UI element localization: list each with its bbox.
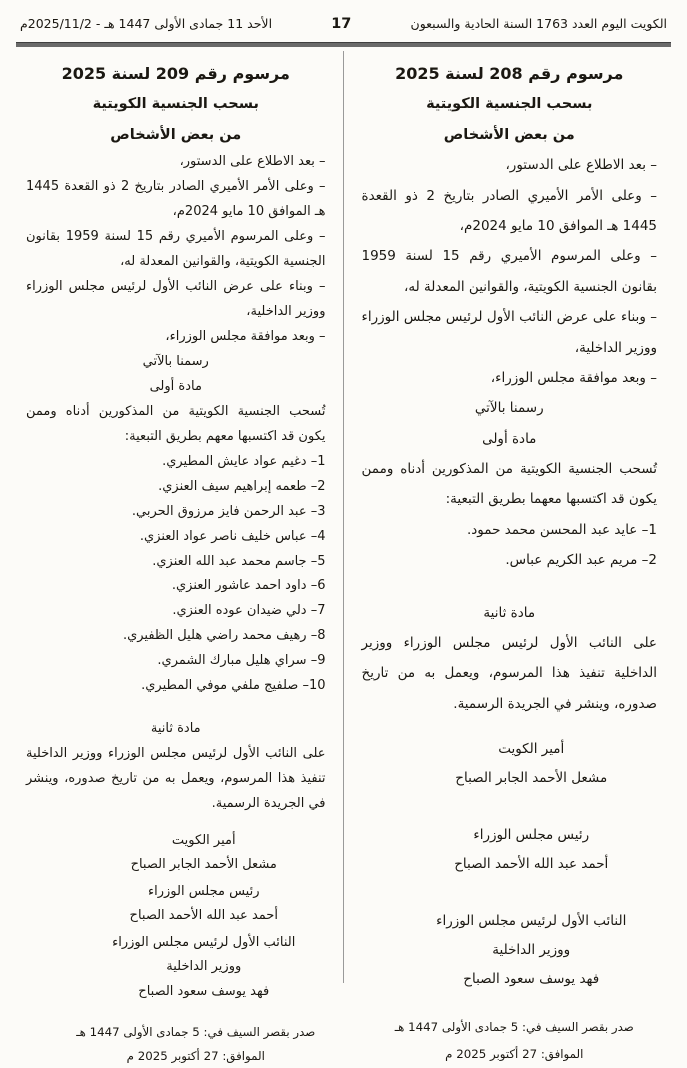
decree-208-signatures: [362, 735, 658, 994]
person-name: 3– عبد الرحمن فايز مرزوق الحربي.: [131, 503, 326, 519]
signature-name-deputy: فهد يوسف سعود الصباح: [138, 983, 270, 999]
decree-209-names-list: [26, 450, 326, 700]
preamble-clause: – وبعد موافقة مجلس الوزراء،: [490, 369, 657, 386]
issued-gregorian-line: الموافق: 27 أكتوبر 2025 م: [126, 1049, 265, 1064]
signature-spacer: [406, 793, 658, 821]
gazette-title: الكويت اليوم العدد 1763 السنة الحادية والسبعون: [410, 16, 667, 31]
decree-209-signatures: [26, 829, 326, 1004]
decree-209-enacting-clause: رسمنا بالآتي: [142, 353, 209, 369]
signature-title-amir: أمير الكويت: [171, 833, 236, 849]
person-name: 6– داود احمد عاشور العنزي.: [171, 578, 326, 594]
person-name: 5– جاسم محمد عبد الله العنزي.: [152, 553, 326, 569]
person-name: 1– عايد عبد المحسن محمد حمود.: [467, 521, 657, 538]
decree-209-subtitle: بسحب الجنسية الكويتية: [92, 96, 259, 113]
two-column-layout: [16, 47, 671, 1064]
preamble-clause: – بعد الاطلاع على الدستور،: [179, 154, 326, 170]
signature-name-amir: مشعل الأحمد الجابر الصباح: [130, 857, 277, 873]
person-name: 2– طعمه إبراهيم سيف العنزي.: [158, 478, 326, 494]
preamble-clause: – وبناء على عرض النائب الأول لرئيس مجلس الوزراء ووزير الداخلية،: [361, 309, 657, 356]
signature-title-deputy: النائب الأول لرئيس مجلس الوزراء: [112, 934, 296, 950]
signature-title-pm: رئيس مجلس الوزراء: [148, 883, 260, 899]
person-name: 10– صلفيج ملفي موفي المطيري.: [141, 678, 326, 694]
preamble-clause: – وعلى المرسوم الأميري رقم 15 لسنة 1959 بقانون الجنسية الكويتية، والقوانين المعدلة له،: [26, 229, 326, 270]
gazette-date: الأحد 11 جمادى الأولى 1447 هـ - 2025/11/2م: [20, 16, 273, 31]
decree-208-enacting-clause: رسمنا بالآتي: [474, 400, 544, 417]
signature-name-pm: أحمد عبد الله الأحمد الصباح: [454, 856, 609, 873]
signature-name-amir: مشعل الأحمد الجابر الصباح: [455, 770, 608, 787]
person-name: 7– دلي ضيدان عوده العنزي.: [172, 603, 326, 619]
person-name: 1– دغيم عواد عايش المطيري.: [162, 453, 326, 469]
person-name: 9– سراي هليل مبارك الشمري.: [157, 653, 326, 669]
signature-name-pm: أحمد عبد الله الأحمد الصباح: [129, 908, 278, 924]
signature-title-interior: ووزير الداخلية: [166, 959, 242, 975]
decree-209-article1-text: تُسحب الجنسية الكويتية من المذكورين أدناه وممن يكون قد اكتسبها معهم بطريق التبعية:: [26, 403, 326, 444]
signature-title-deputy: النائب الأول لرئيس مجلس الوزراء: [436, 913, 627, 930]
issued-gregorian-line: الموافق: 27 أكتوبر 2025 م: [445, 1046, 584, 1061]
decree-208-subtitle: بسحب الجنسية الكويتية: [426, 96, 593, 113]
person-name: 8– رهيف محمد راضي هليل الظفيري.: [122, 628, 326, 644]
decree-208-article2-text: على النائب الأول لرئيس مجلس الوزراء ووزير الداخلية تنفيذ هذا المرسوم، ويعمل به من تاريخ صدوره، وينشر في الجريدة الرسمية.: [361, 634, 657, 712]
person-name: 2– مريم عبد الكريم عباس.: [505, 552, 657, 569]
page-header: [16, 8, 671, 42]
preamble-clause: – وعلى الأمر الأميري الصادر بتاريخ 2 ذو القعدة 1445 هـ الموافق 10 مايو 2024م،: [361, 187, 657, 235]
issued-at-line: صدر بقصر السيف في: 5 جمادى الأولى 1447 هـ: [76, 1025, 316, 1040]
signature-title-pm: رئيس مجلس الوزراء: [473, 827, 590, 844]
preamble-clause: – وعلى المرسوم الأميري رقم 15 لسنة 1959 بقانون الجنسية الكويتية، والقوانين المعدلة له،: [361, 248, 657, 295]
decree-208-subtitle2: من بعض الأشخاص: [443, 126, 575, 143]
preamble-clause: – وبعد موافقة مجلس الوزراء،: [165, 328, 326, 344]
signature-spacer: [406, 879, 658, 907]
person-name: 4– عباس خليف ناصر عواد العنزي.: [139, 528, 326, 544]
signature-name-deputy: فهد يوسف سعود الصباح: [463, 971, 600, 988]
decree-209-title: مرسوم رقم 209 لسنة 2025: [61, 64, 290, 83]
decree-209-issuance: [26, 1020, 326, 1068]
preamble-clause: – وعلى الأمر الأميري الصادر بتاريخ 2 ذو القعدة 1445 هـ الموافق 10 مايو 2024م،: [26, 179, 326, 220]
signature-title-interior: ووزير الداخلية: [492, 942, 571, 959]
decree-209-article1-heading: مادة أولى: [149, 378, 202, 394]
signature-title-amir: أمير الكويت: [498, 741, 565, 758]
decree-209-preamble: [26, 150, 326, 350]
decree-208-article2-heading: مادة ثانية: [483, 604, 536, 621]
decree-208-article1-heading: مادة أولى: [482, 430, 537, 447]
decree-208-article1-text: تُسحب الجنسية الكويتية من المذكورين أدناه وممن يكون قد اكتسبها معهما بطريق التبعية:: [361, 461, 657, 508]
decree-208-title: مرسوم رقم 208 لسنة 2025: [395, 64, 624, 83]
issued-at-line: صدر بقصر السيف في: 5 جمادى الأولى 1447 هـ: [394, 1020, 634, 1035]
decree-208-preamble: [362, 150, 658, 393]
decree-208-names-list: [362, 515, 658, 576]
preamble-clause: – وبناء على عرض النائب الأول لرئيس مجلس الوزراء ووزير الداخلية،: [26, 279, 326, 319]
decree-208-issuance: [362, 1014, 658, 1067]
decree-209-article2-text: على النائب الأول لرئيس مجلس الوزراء ووزير الداخلية تنفيذ هذا المرسوم، ويعمل به من تاريخ صدوره، وينشر في الجريدة الرسمية.: [26, 746, 326, 812]
decree-208: [344, 47, 672, 1061]
page-number: 17: [331, 16, 352, 32]
preamble-clause: – بعد الاطلاع على الدستور،: [505, 157, 657, 174]
decree-209-article2-heading: مادة ثانية: [150, 721, 201, 737]
decree-209-subtitle2: من بعض الأشخاص: [110, 126, 242, 143]
decree-209: [16, 47, 344, 1064]
